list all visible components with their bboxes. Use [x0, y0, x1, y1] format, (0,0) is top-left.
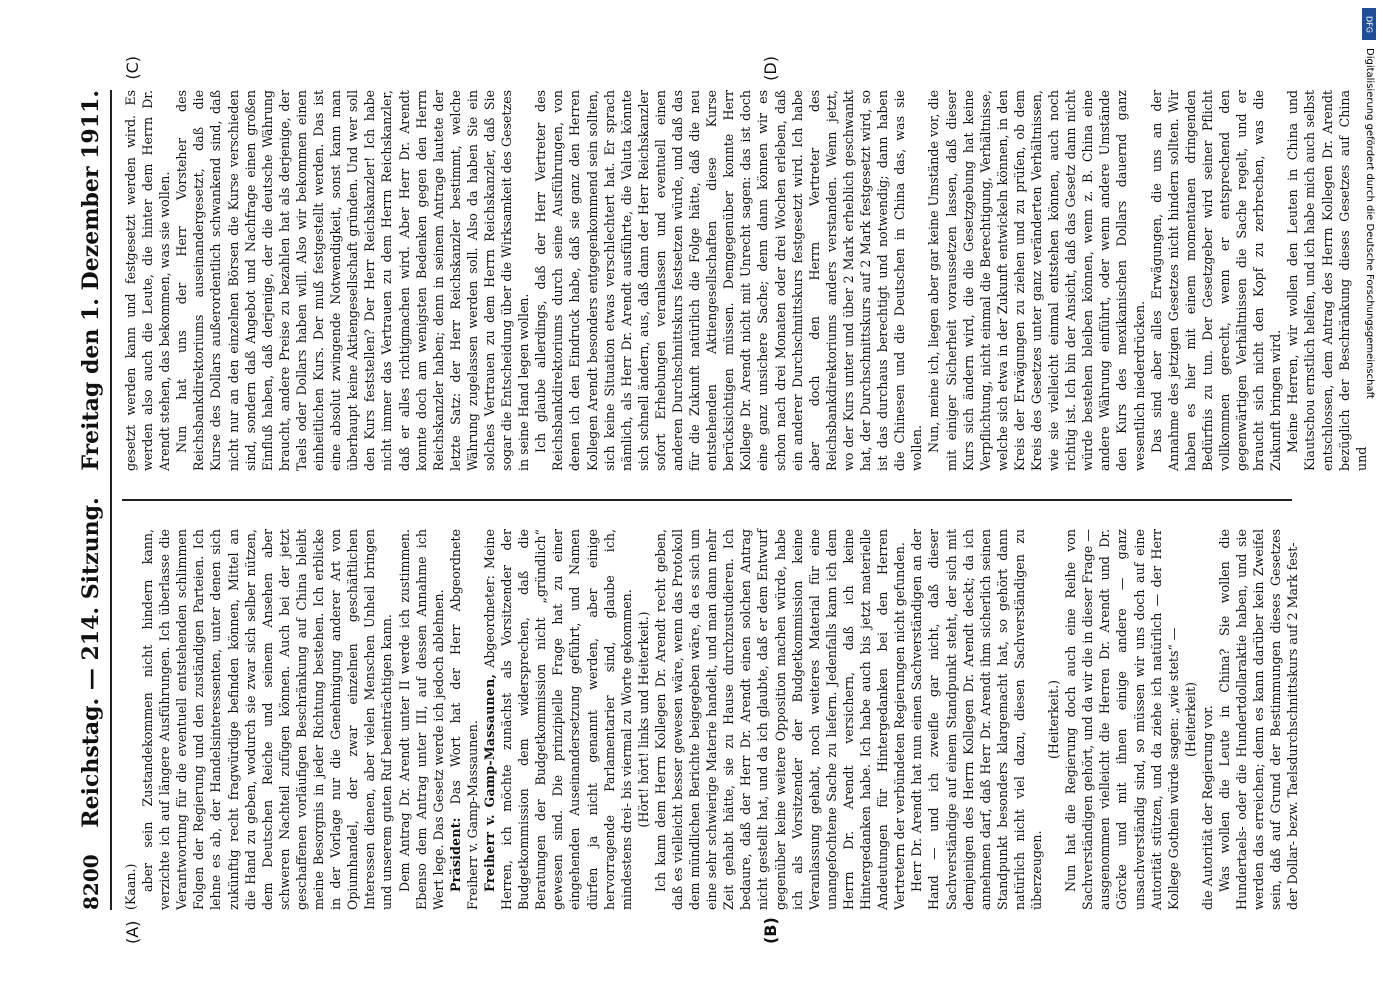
paragraph-text: (Kaan.): [122, 863, 138, 910]
paragraph-text: (Heiterkeit.): [1045, 680, 1061, 759]
margin-mark-c: (C): [122, 56, 142, 80]
paragraph: [925, 90, 1147, 471]
right-column: [122, 56, 1369, 471]
session-date: Freitag den 1. Dezember 1911.: [77, 90, 104, 471]
paragraph: [1284, 90, 1369, 471]
column-divider: [122, 499, 1292, 501]
page-header: [72, 90, 112, 910]
rotated-newspaper-sheet: [52, 50, 1369, 950]
paragraph-text: Nun hat die Regierung doch auch eine Reihe von Sachverständigen gehört, und da wir die in dieser Frage — ausgenommen vielleicht die Herren Dr. Arendt und Dr. Görcke und mit ihnen einige andere — ganz unsachverständig sind, so müssen wir uns doch auf eine Autorität stützen, und da ziehe ich natürlich — der Herr Kollege Gothein würde sagen: „wie stets“ —: [1062, 529, 1181, 910]
paragraph-text: Meine Herren, wir wollen den Leuten in China und Kiautschou ernstlich helfen, und ich habe mich auch selbst entschlossen, dem Antrag des Herrn Kollegen Dr. Arendt bezüglich der Beschränkung dieses Gesetzes auf China und: [1284, 90, 1369, 471]
paragraph-text: Nun hat uns der Herr Vorsteher des Reichsbankdirektoriums auseinandergesetzt, daß die Kurse des Dollars außerordentlich schwankend sind, daß nicht nur an den einzelnen Börsen die Kurse verschieden sind, sondern daß Angebot und Nachfrage einen großen Einfluß haben, daß derjenige, der die deutsche Währung braucht, andere Preise zu bezahlen hat als derjenige, der Taels oder Dollars haben will. Also wir bekommen einen einheitlichen Kurs. Der muß festgestellt werden. Das ist eine absolut zwingende Notwendigkeit, sonst kann man überhaupt keine Aktiengesellschaft gründen. Und wer soll den Kurs feststellen? Der Herr Reichskanzler! Ich habe nicht immer das Vertrauen zu dem Herrn Reichskanzler, daß er alles richtigmachen wird. Aber Herr Dr. Arendt konnte doch am wenigsten Bedenken gegen den Herrn Reichskanzler haben; denn in seinem Antrage lautete der letzte Satz: der Herr Reichskanzler bestimmt, welche Währung zugelassen werden soll. Also da haben Sie ein solches Vertrauen zu dem Herrn Reichskanzler, daß Sie sogar die Entscheidung über die Wirksamkeit des Gesetzes in seine Hand legen wollen.: [173, 90, 531, 471]
dfg-sidebar: [1361, 8, 1379, 1008]
digitization-note: Digitalisierung gefördert durch die Deutsche Forschungsgemeinschaft: [1364, 48, 1375, 399]
page-number: 8200: [78, 854, 103, 910]
dfg-logo: DFG: [1362, 8, 1376, 40]
paragraph: [651, 529, 907, 910]
margin-mark-d: (D): [760, 56, 780, 81]
paragraph: [446, 529, 480, 910]
paragraph-text: Ich kann dem Herrn Kollegen Dr. Arendt recht geben, daß es vielleicht besser gewesen wäre, wenn das Protokoll dem mündlichen Berichte beigegeben wäre, da es sich um eine sehr schwierige Materie handelt, und man dann mehr Zeit gehabt hätte, sie zu Hause durchzustudieren. Ich bedaure, daß der Herr Dr. Arendt einen solchen Antrag nicht gestellt hat, und da ich glaubte, daß er dem Entwurf gegenüber keine weitere Opposition machen würde, habe ich als Vorsitzender der Budgetkommission keine Veranlassung gehabt, noch weiteres Material für eine unangefochtene Sache zu liefern. Jedenfalls kann ich dem Herrn Dr. Arendt versichern, daß ich keine Hintergedanken habe. Ich habe auch bis jetzt materielle Andeutungen für Hintergedanken bei den Herren Vertretern der verbündeten Regierungen nicht gefunden.: [652, 529, 907, 910]
margin-mark-b: (B): [760, 917, 780, 944]
paragraph-text: (Hört! hört! links und Heiterkeit.): [635, 611, 651, 828]
margin-mark-a: (A): [122, 920, 142, 944]
paragraph: [139, 529, 395, 910]
paragraph: [1045, 529, 1062, 910]
paragraph: [395, 529, 446, 910]
paragraph-text: Dem Antrag Dr. Arendt unter II werde ich zustimmen. Ebenso dem Antrag unter III, auf dessen Annahme ich Wert lege. Das Gesetz werde ich jedoch ablehnen.: [396, 529, 446, 910]
paragraph: [122, 90, 173, 471]
paragraph: [532, 90, 925, 471]
paragraph-text: die Autorität der Regierung vor.: [1199, 705, 1215, 910]
paragraph: [480, 529, 634, 910]
paragraph-text: Das sind aber alles Erwägungen, die uns an der Annahme des jetzigen Gesetzes nicht hindern sollten. Wir haben es hier mit einem momentanen dringenden Bedürfnis zu tun. Der Gesetzgeber wird seiner Pflicht vollkommen gerecht, wenn er entsprechend den gegenwärtigen Verhältnissen die Sache regelt, und er braucht sich nicht den Kopf zu zerbrechen, was die Zukunft bringen wird.: [1148, 90, 1283, 471]
paragraph-text: Ich glaube allerdings, daß der Herr Vertreter des Reichsbankdirektoriums durch seine Ausführungen, von denen ich den Eindruck habe, daß sie ganz den Herren Kollegen Arendt besonders entgegenkommend sein sollten, sich keine Situation etwas verschlechtert hat. Er sprach nämlich, als Herr Dr. Arendt ausführte, die Valuta könnte sich schnell ändern, aus, daß dann der Herr Reichskanzler sofort Erhebungen veranlassen und eventuell einen anderen Durchschnittskurs festsetzen würde, und daß das für die Zukunft natürlich die Folge hätte, daß die neu entstehenden Aktiengesellschaften diese Kurse berücksichtigen müssen. Demgegenüber konnte Herr Kollege Dr. Arendt nicht mit Unrecht sagen: das ist doch eine ganz unsichere Sache; denn dann können wir es schon nach drei Monaten oder drei Wochen erleben, daß ein anderer Durchschnittskurs festgesetzt wird. Ich habe aber doch den Herrn Vertreter des Reichsbankdirektoriums anders verstanden. Wenn jetzt, wo der Kurs unter und über 2 Mark erheblich geschwankt hat, der Durchschnittskurs auf 2 Mark festgesetzt wird, so ist das durchaus berechtigt und notwendig; dann haben die Chinesen und die Deutschen in China das, was sie wollen.: [532, 90, 924, 471]
paragraph-text: Das Wort hat der Herr Abgeordnete Freiherr v. Gamp-Massaunen.: [447, 529, 480, 910]
paragraph: [122, 529, 139, 910]
paragraph-text: Herr Dr. Arendt hat nun einen Sachverständigen an der Hand — und ich zweifle gar nicht, daß dieser Sachverständige auf einem Standpunkt steht, der sich mit demjenigen des Herrn Kollegen Dr. Arendt deckt; da ich annehmen darf, daß Herr Dr. Arendt ihm sicherlich seinen Standpunkt besonders klargemacht hat, so gehört dann natürlich nicht viel dazu, diesen Sachverständigen zu überzeugen.: [908, 529, 1044, 910]
paragraph-text: aber sein Zustandekommen nicht hindern kann, verzichte ich auf längere Ausführungen. Ich überlasse die Verantwortung für die eventuell entstehenden schlimmen Folgen der Regierung und den zuständigen Parteien. Ich lehne es ab, der Handelsinteressenten, unter denen sich zukünftig recht fragwürdige befinden können, Mittel an die Hand zu geben, wodurch sie zwar sich selber nützen, dem Deutschen Reiche und seinem Ansehen aber schweren Nachteil zufügen können. Auch bei der jetzt geschaffenen vorläufigen Beschränkung auf China bleibt meine Besorgnis in jeder Richtung bestehen. Ich erblicke in der Vorlage nur die Genehmigung anderer Art von Opiumhandel, der zwar einzelnen geschäftlichen Interessen dienen, aber vielen Menschen Unheil bringen und unserem guten Ruf beeinträchtigen kann.: [139, 529, 394, 910]
paragraph: [634, 529, 651, 910]
speaker-name: Präsident:: [447, 817, 463, 892]
paragraph: [1181, 529, 1198, 910]
paragraph: [1147, 90, 1284, 471]
paragraph: [173, 90, 532, 471]
text-columns: [122, 56, 1369, 944]
paragraph-text: (Heiterkeit): [1182, 682, 1198, 757]
paragraph-text: gesetzt werden kann und festgesetzt werden wird. Es werden also auch die Leute, die hinter dem Herrn Dr. Arendt stehen, das bekommen, was sie wollen.: [122, 90, 172, 471]
paragraph: [1062, 529, 1182, 910]
paragraph: [908, 529, 1045, 910]
left-column: [122, 529, 1300, 944]
paragraph: [1216, 529, 1301, 910]
paragraph-text: Abgeordneter: Meine Herren, ich möchte zunächst als Vorsitzender der Budgetkommission dem widersprechen, daß die Beratungen der Budgetkommission nicht „gründlich“ gewesen sind. Die prinzipielle Frage hat zu einer eingehenden Auseinandersetzung geführt, und Namen dürfen ja nicht genannt werden, aber einige hervorragende Parlamentarier sind, glaube ich, mindestens drei- bis viermal zu Worte gekommen.: [481, 529, 634, 910]
paragraph-text: Was wollen die Leute in China? Sie wollen die Hundertaels- oder die Hundertdollaraktie haben, und sie werden das erreichen; denn es kann darüber kein Zweifel sein, daß auf Grund der Bestimmungen dieses Gesetzes der Dollar- bezw. Taelsdurchschnittskurs auf 2 Mark fest-: [1216, 529, 1300, 910]
speaker-name: Freiherr v. Gamp-Massaunen,: [481, 673, 497, 892]
session-title: Reichstag. — 214. Sitzung.: [77, 497, 104, 828]
paragraph: [1198, 529, 1215, 910]
paragraph-text: Nun, meine ich, liegen aber gar keine Umstände vor, die mit einiger Sicherheit voraussetzen lassen, daß dieser Kurs sich ändern wird, die die Gesetzgebung hat keine Verpflichtung, nicht einmal die Berechtigung, Verhältnisse, welche sich etwa in der Zukunft entwickeln können, in den Kreis der Erwägungen zu ziehen und zu prüfen, ob dem Kreis des Gesetzes unter ganz veränderten Verhältnissen, wie sie vielleicht einmal entstehen können, auch noch richtig ist. Ich bin der Ansicht, daß das Gesetz dann nicht würde bestehen bleiben können, wenn z. B. China eine andere Währung einführt, oder wenn andere Umstände den Kurs des mexikanischen Dollars dauernd ganz wesentlich niederdrücken.: [925, 90, 1147, 471]
